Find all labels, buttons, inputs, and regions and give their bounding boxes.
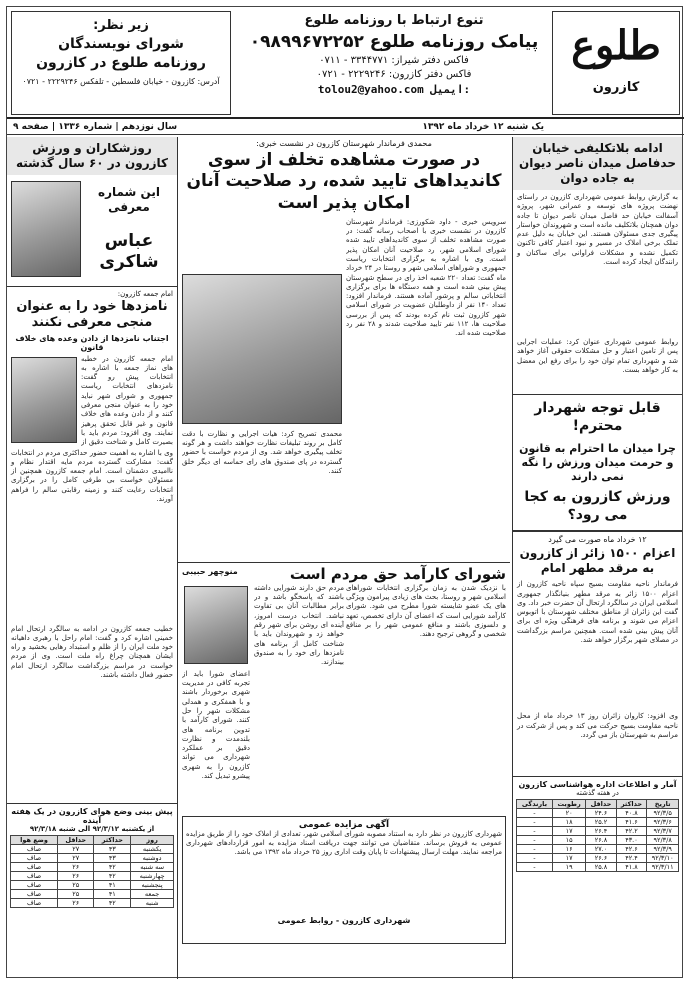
weather-stats-row bbox=[517, 863, 679, 872]
fax-kazerun: فاکس دفتر کازرون: ۲۲۲۹۲۴۶ - ۰۷۲۱ bbox=[316, 69, 472, 80]
tender-notice bbox=[182, 816, 506, 944]
pilgrim-body-2: وی افزود: کاروان زائران روز ۱۳ خرداد ماه از محل ناحیه مقاومت بسیج حرکت می کند و پس از شرکت در مراسم به شهرستان باز می گردد. bbox=[517, 712, 679, 739]
year-issue: سال نوزدهم bbox=[121, 122, 178, 132]
weather-stats-cell: ۹۲/۳/۱۰ bbox=[647, 854, 679, 863]
forecast-cell: پنجشنبه bbox=[131, 880, 174, 889]
shura-body-3: اعضای شورا باید از تجربه کافی در مدیریت شهری برخوردار باشند و با همفکری و همدلی مشکلات شهر را حل کنند. شورای کارآمد با تدوین برنامه های بلندمدت و نظارت دقیق بر عملکرد شهرداری می تواند کازرون را به شهری پیشرو تبدیل کند. bbox=[182, 669, 250, 781]
weather-stats-cell: - bbox=[517, 809, 553, 818]
imam-subheadline: اجتناب نامزدها از دادن وعده های خلاف قانون bbox=[15, 333, 169, 352]
weather-stats-row bbox=[517, 809, 679, 818]
tender-body: شهرداری کازرون در نظر دارد به استناد مصوبه شورای اسلامی شهر، تعدادی از املاک خود را از طریق مزایده عمومی به فروش برساند. متقاضیان می توانند جهت دریافت اسناد مزایده به امور قراردادهای شهرداری مراجعه نمایند. مهلت ارسال پیشنهادات تا پایان وقت اداری روز ۲۵ خرداد ماه ۱۳۹۲ می باشد. bbox=[186, 829, 502, 857]
page-number: صفحه ۹ bbox=[13, 122, 49, 132]
supervision-label: زیر نظر: bbox=[93, 18, 149, 33]
paper-name: روزنامه طلوع در کازرون bbox=[36, 55, 206, 71]
council-name: شورای نویسندگان bbox=[58, 36, 184, 52]
dateline bbox=[7, 121, 684, 135]
governor-headline-1: در صورت مشاهده تخلف از سوی bbox=[207, 150, 481, 170]
newspaper-page bbox=[6, 6, 683, 978]
weather-stats-row bbox=[517, 827, 679, 836]
weather-stats-row bbox=[517, 836, 679, 845]
profile-name: عباس شاکری bbox=[99, 231, 159, 273]
address: آدرس: کازرون - خیابان فلسطین - تلفکس ۲۲۲۹۲۴۶ - ۰۷۲۱ bbox=[22, 77, 220, 86]
weather-stats-cell: ۴۲.۴ bbox=[616, 854, 647, 863]
weather-stats-row bbox=[517, 845, 679, 854]
weather-stats-cell: ۹۲/۳/۷ bbox=[647, 827, 679, 836]
forecast-cell: ۴۲ bbox=[94, 898, 131, 907]
weather-stats-cell: ۱۹ bbox=[552, 863, 585, 872]
weather-stats-cell: - bbox=[517, 827, 553, 836]
forecast-cell: ۴۳ bbox=[94, 844, 131, 853]
forecast-cell: ۲۷ bbox=[58, 853, 94, 862]
imam-body-3: خطیب جمعه کازرون در ادامه به سالگرد ارتحال امام خمینی اشاره کرد و گفت: امام راحل با رهبری داهیانه خود ملت ایران را از ظلم و استبداد رهایی بخشید و راه ایشان همچنان چراغ راه ملت است. وی از مردم خواست در مراسم بزرگداشت سالگرد ارتحال امام حضور فعال داشته باشند. bbox=[11, 624, 173, 679]
pilgrim-body-1: فرماندار ناحیه مقاومت بسیج سپاه ناحیه کازرون از اعزام ۱۵۰۰ زائر به مرقد مطهر بنیانگذار جمهوری اسلامی ایران در سالگرد ارتحال آن حضرت خبر داد. وی گفت این زائران از مناطق مختلف شهرستان با اتوبوس اعزام می شوند و برنامه های فرهنگی ویژه ای برای آنان پیش بینی شده است. همچنین مراسم بزرگداشت در مصلای شهر برگزار خواهد شد. bbox=[517, 580, 678, 645]
governor-headline-3: امکان پذیر است bbox=[277, 192, 411, 213]
weather-stats-cell: ۴۱.۶ bbox=[616, 818, 647, 827]
weather-stats-cell: ۱۵ bbox=[552, 836, 585, 845]
contact-block bbox=[244, 11, 544, 115]
forecast-header-cell: حداکثر bbox=[94, 835, 131, 844]
weather-stats-header-cell: حداقل bbox=[586, 800, 616, 809]
forecast-row bbox=[11, 844, 174, 853]
sms-number: پیامک روزنامه طلوع ۰۹۸۹۹۶۷۲۲۵۲ bbox=[249, 32, 539, 52]
logo-title: طلوع bbox=[571, 22, 661, 69]
tender-footer: شهرداری کازرون - روابط عمومی bbox=[277, 915, 411, 925]
email-line bbox=[244, 83, 544, 96]
forecast-cell: صاف bbox=[11, 880, 58, 889]
forecast-cell: ۲۶ bbox=[58, 898, 94, 907]
weather-stats-header-cell: تاریخ bbox=[647, 800, 679, 809]
weather-stats-cell: ۱۷ bbox=[552, 854, 585, 863]
tender-title: آگهی مزایده عمومی bbox=[298, 819, 390, 830]
forecast-subtitle: از یکشنبه ۹۲/۳/۱۲ الی شنبه ۹۲/۳/۱۸ bbox=[29, 824, 155, 833]
left-column bbox=[7, 137, 178, 979]
weather-stats-cell: ۲۰ bbox=[552, 809, 585, 818]
forecast-row bbox=[11, 898, 174, 907]
governor-body-2: محمدی تصریح کرد: هیات اجرایی و نظارت با دقت کامل بر روند تبلیغات نظارت خواهند داشت و هر گونه تخلف پیگیری خواهد شد. وی از مردم خواست با حضور گسترده در پای صندوق های رای حماسه ای دیگر خلق کنند. bbox=[182, 429, 342, 475]
weather-stats-cell: ۱۶ bbox=[552, 845, 585, 854]
imam-lead-block bbox=[7, 355, 177, 447]
weather-stats-cell: ۴۲.۶ bbox=[616, 845, 647, 854]
street-body-1: به گزارش روابط عمومی شهرداری کازرون در راستای نهضت پروژه های توسعه و عمرانی شهر، پروژه آسفالت خیابان حد فاصل میدان ناصر دیوان تا جاده دوان همچنان بلاتکلیف مانده است و شهروندان خواستار پیگیری جدی مسئولان هستند. این خیابان به دلیل عدم تملک برخی املاک در مسیر و نبود اعتبار کافی تاکنون تکمیل نشده و مشکلات فراوانی برای ساکنان و رانندگان ایجاد کرده است. bbox=[517, 193, 678, 267]
weather-stats-title: آمار و اطلاعات اداره هواشناسی کازرون bbox=[518, 780, 677, 790]
weather-stats-cell: ۹۲/۳/۸ bbox=[647, 836, 679, 845]
weather-stats-cell: ۲۶.۶ bbox=[586, 854, 616, 863]
shura-headline: شورای کارآمد حق مردم است bbox=[289, 564, 506, 583]
masthead bbox=[7, 7, 684, 119]
forecast-cell: سه شنبه bbox=[131, 862, 174, 871]
pull-quote-law: چرا میدان ما احترام به قانون و حرمت میدان ورزش را نگه نمی دارند bbox=[519, 442, 676, 483]
logo bbox=[552, 11, 680, 115]
pilgrim-kicker: ۱۲ خرداد ماه صورت می گیرد bbox=[548, 535, 647, 545]
fax-shiraz: فاکس دفتر شیراز: ۳۳۴۴۷۷۱ - ۰۷۱۱ bbox=[319, 55, 469, 66]
author-photo bbox=[184, 586, 248, 664]
weather-stats-cell: - bbox=[517, 818, 553, 827]
forecast-row bbox=[11, 871, 174, 880]
forecast-table bbox=[10, 835, 174, 908]
email-address[interactable]: tolou2@yahoo.com bbox=[317, 83, 424, 96]
weather-stats-cell: ۴۱.۸ bbox=[616, 863, 647, 872]
weather-stats-cell: - bbox=[517, 845, 553, 854]
forecast-box bbox=[7, 803, 177, 911]
forecast-title: پیش بینی وضع هوای کازرون در یک هفته آینده bbox=[11, 806, 173, 825]
forecast-cell: ۲۵ bbox=[58, 889, 94, 898]
weather-stats-cell: ۹۲/۳/۹ bbox=[647, 845, 679, 854]
logo-city: کازرون bbox=[592, 80, 640, 95]
weather-stats-cell: ۹۲/۳/۵ bbox=[647, 809, 679, 818]
pilgrim-headline: اعزام ۱۵۰۰ زائر از کازرون به مرقد مطهر امام bbox=[519, 546, 676, 576]
forecast-cell: ۲۷ bbox=[58, 844, 94, 853]
weather-stats-cell: ۱۷ bbox=[552, 827, 585, 836]
imam-photo bbox=[11, 357, 77, 443]
weather-stats-cell: ۹۲/۳/۶ bbox=[647, 818, 679, 827]
weather-stats-table bbox=[516, 799, 679, 872]
forecast-cell: ۴۲ bbox=[94, 871, 131, 880]
email-label: ایمیل: bbox=[430, 83, 471, 96]
weather-stats-cell: ۲۶.۸ bbox=[586, 836, 616, 845]
imam-body-2: وی با اشاره به اهمیت حضور حداکثری مردم در انتخابات گفت: مشارکت گسترده مردم مایه اقتدار نظام و ناامیدی دشمنان است. امام جمعه کازرون همچنین از مسئولان خواست بی طرفی کامل را در برگزاری انتخابات رعایت کنند و زمینه رقابتی سالم را فراهم آورند. bbox=[11, 448, 173, 503]
forecast-cell: شنبه bbox=[131, 898, 174, 907]
weather-stats-cell: - bbox=[517, 836, 553, 845]
weather-stats-cell: ۹۲/۳/۱۱ bbox=[647, 863, 679, 872]
shura-header bbox=[178, 562, 510, 582]
forecast-cell: ۲۶ bbox=[58, 862, 94, 871]
imam-kicker: امام جمعه کازرون: bbox=[117, 290, 173, 298]
forecast-cell: صاف bbox=[11, 889, 58, 898]
weather-stats-row bbox=[517, 818, 679, 827]
governor-kicker: محمدی فرماندار شهرستان کازرون در نشست خبری: bbox=[256, 139, 432, 148]
weather-stats-header-cell: حداکثر bbox=[616, 800, 647, 809]
sport-profile bbox=[7, 175, 177, 287]
imam-body-1: امام جمعه کازرون در خطبه های نماز جمعه با اشاره به انتخابات پیش رو گفت: نامزدهای انتخابات ریاست جمهوری و شورای شهر نباید خود را به عنوان منجی معرفی کنند و از دادن وعده های خلاف قانون و غیر قابل تحقق پرهیز نمایند. وی افزود: مردم باید با بصیرت کامل و شناخت دقیق از bbox=[81, 354, 173, 447]
issue-info: سال نوزدهم | شماره ۱۳۳۶ | صفحه ۹ bbox=[13, 122, 178, 132]
governor-story bbox=[178, 218, 510, 558]
forecast-cell: ۲۶ bbox=[58, 871, 94, 880]
forecast-header-cell: روز bbox=[131, 835, 174, 844]
issue-date: یک شنبه ۱۲ خرداد ماه ۱۳۹۲ bbox=[422, 122, 544, 132]
governor-headline-2: کاندیداهای تایید شده، رد صلاحیت آنان bbox=[186, 171, 502, 192]
forecast-cell: ۲۵ bbox=[58, 880, 94, 889]
forecast-cell: ۴۳ bbox=[94, 853, 131, 862]
sport-series-header: روزشکاران و ورزش کازرون در ۶۰ سال گذشته bbox=[7, 137, 177, 175]
press-conference-photo bbox=[182, 274, 342, 424]
weather-stats-cell: ۲۴.۶ bbox=[586, 809, 616, 818]
forecast-cell: یکشنبه bbox=[131, 844, 174, 853]
weather-stats-cell: ۴۲.۲ bbox=[616, 827, 647, 836]
forecast-header-cell: حداقل bbox=[58, 835, 94, 844]
pull-quote-mayor: قابل توجه شهردار محترم! bbox=[513, 394, 682, 440]
weather-stats-cell: ۲۶.۴ bbox=[586, 827, 616, 836]
governor-lead: سرویس خبری - داود شکورزی: فرماندار شهرستان کازرون در نشست خبری با اصحاب رسانه گفت: در صورت مشاهده تخلف از سوی کاندیداهای تایید شده شورای اسلامی شهر، رد صلاحیت آنان امکان پذیر است. bbox=[346, 217, 506, 263]
council-block bbox=[11, 11, 231, 115]
pull-quote-sport: ورزش کازرون به کجا می رود؟ bbox=[513, 485, 682, 532]
forecast-cell: صاف bbox=[11, 871, 58, 880]
weather-stats-cell: ۴۰.۸ bbox=[616, 809, 647, 818]
forecast-cell: جمعه bbox=[131, 889, 174, 898]
weather-stats-cell: - bbox=[517, 863, 553, 872]
forecast-cell: ۴۱ bbox=[94, 880, 131, 889]
weather-stats-cell: ۲۵.۸ bbox=[586, 863, 616, 872]
weather-stats-header-cell: بارندگی bbox=[517, 800, 553, 809]
governor-story-body bbox=[346, 218, 506, 558]
profile-intro: این شماره معرفی bbox=[98, 185, 160, 214]
shura-body-2: مردم حق دارند شورایی داشته باشند که پاسخگو باشد و در برابر مطالبات آنان بی تفاوت نباشد. انتخاب درست امروز، آینده ای روشن برای شهر رقم خواهد زد و شهروندان باید با شناخت کامل از برنامه های نامزدها رای خود را به صندوق بیندازند. bbox=[254, 583, 344, 667]
forecast-row bbox=[11, 853, 174, 862]
forecast-cell: ۴۲ bbox=[94, 862, 131, 871]
weather-stats-cell: ۲۵.۲ bbox=[586, 818, 616, 827]
street-body-2: روابط عمومی شهرداری عنوان کرد: عملیات اجرایی پس از تامین اعتبار و حل مشکلات حقوقی آغاز خواهد شد و شهرداری تمام توان خود را برای رفع این معضل به کار خواهد بست. bbox=[517, 338, 678, 374]
weather-stats-subtitle: در هفته گذشته bbox=[576, 789, 619, 798]
weather-stats-cell: ۱۸ bbox=[552, 818, 585, 827]
forecast-row bbox=[11, 862, 174, 871]
governor-body-1: وی با اشاره به برگزاری انتخابات ریاست جمهوری و شوراهای اسلامی شهر و روستا در ۲۴ خرداد ماه گفت: تعداد ۲۲۰ شعبه اخذ رای در سطح شهرستان پیش بینی شده است و همه دستگاه ها برای برگزاری انتخاباتی سالم و پرشور آماده هستند. فرماندار افزود: تعداد ۱۴۰ نفر از داوطلبان عضویت در شورای اسلامی شهر کازرون ثبت نام کرده بودند که پس از بررسی صلاحیت ها، ۱۱۲ نفر تایید صلاحیت شدند و ۲۸ نفر رد صلاحیت شده اند. bbox=[346, 254, 506, 338]
forecast-row bbox=[11, 889, 174, 898]
weather-stats-cell: - bbox=[517, 854, 553, 863]
forecast-cell: صاف bbox=[11, 853, 58, 862]
weather-stats-header-cell: رطوبت bbox=[552, 800, 585, 809]
weather-stats-cell: ۴۳.۰ bbox=[616, 836, 647, 845]
street-headline: ادامه بلاتکلیفی خیابان حدفاصل میدان ناصر دیوان به جاده دوان bbox=[513, 137, 682, 190]
weather-stats-row bbox=[517, 854, 679, 863]
weather-stats-box bbox=[513, 776, 682, 872]
forecast-cell: صاف bbox=[11, 862, 58, 871]
forecast-cell: ۴۱ bbox=[94, 889, 131, 898]
right-column bbox=[512, 137, 682, 979]
forecast-cell: صاف bbox=[11, 844, 58, 853]
forecast-cell: چهارشنبه bbox=[131, 871, 174, 880]
slogan: تنوع ارتباط با روزنامه طلوع bbox=[304, 13, 484, 28]
shura-body-1: با نزدیک شدن به زمان برگزاری انتخابات شوراهای اسلامی شهر و روستا، بحث های زیادی پیرامون ویژگی های یک عضو شایسته شورا مطرح می شود. شورای کارآمد شورایی است که اعضای آن دارای تخصص، تعهد و دلسوزی باشند و منافع عمومی شهر را بر منافع شخصی و گروهی ترجیح دهند. bbox=[346, 583, 506, 639]
imam-headline: نامزدها خود را به عنوان منجی معرفی نکنند bbox=[16, 299, 168, 331]
weather-stats-cell: ۲۷.۰ bbox=[586, 845, 616, 854]
middle-column bbox=[178, 137, 510, 979]
forecast-cell: دوشنبه bbox=[131, 853, 174, 862]
issue-number: شماره ۱۳۳۶ bbox=[58, 122, 113, 132]
forecast-row bbox=[11, 880, 174, 889]
shura-story bbox=[178, 582, 510, 812]
profile-photo bbox=[11, 181, 81, 277]
shura-byline: منوچهر حبیبی bbox=[182, 566, 238, 576]
forecast-cell: صاف bbox=[11, 898, 58, 907]
forecast-header-cell: وضع هوا bbox=[11, 835, 58, 844]
